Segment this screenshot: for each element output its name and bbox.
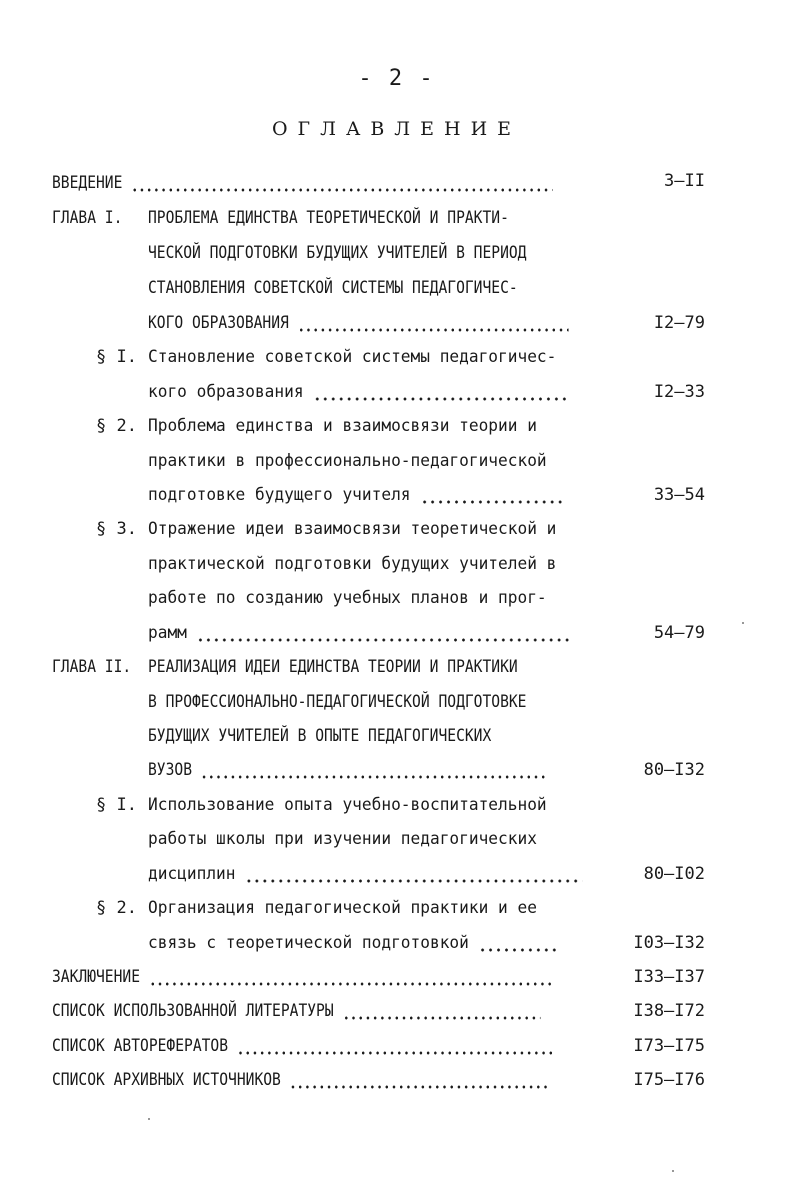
section-title-line: кого образования — [148, 379, 570, 405]
chapter-title-line: КОГО ОБРАЗОВАНИЯ — [148, 310, 569, 336]
section-title-line: практической подготовки будущих учителей в — [148, 554, 557, 574]
toc-page-range: I33–I37 — [633, 967, 705, 987]
chapter-label: ГЛАВА II. — [52, 657, 132, 677]
scan-speck — [148, 1118, 150, 1120]
toc-entry-literature: СПИСОК ИСПОЛЬЗОВАННОЙ ЛИТЕРАТУРЫ — [52, 998, 540, 1024]
chapter-title-line: СТАНОВЛЕНИЯ СОВЕТСКОЙ СИСТЕМЫ ПЕДАГОГИЧЕС- — [148, 278, 518, 298]
scan-speck — [742, 622, 744, 624]
toc-entry-archives: СПИСОК АРХИВНЫХ ИСТОЧНИКОВ — [52, 1067, 548, 1093]
scan-speck — [672, 1170, 674, 1172]
dot-leader — [201, 757, 545, 783]
chapter-label: ГЛАВА I. — [52, 208, 123, 228]
chapter-title-line: ПРОБЛЕМА ЕДИНСТВА ТЕОРЕТИЧЕСКОЙ И ПРАКТИ- — [148, 208, 509, 228]
page-number: - 2 - — [358, 66, 435, 91]
dot-leader — [313, 379, 570, 405]
dot-leader — [197, 620, 572, 646]
section-title-line: Отражение идеи взаимосвязи теоретической и — [148, 519, 557, 539]
toc-page-range: I03–I32 — [633, 933, 705, 953]
chapter-title-line: БУДУЩИХ УЧИТЕЛЕЙ В ОПЫТЕ ПЕДАГОГИЧЕСКИХ — [148, 726, 492, 746]
dot-leader — [420, 482, 562, 508]
toc-entry-autoabstracts: СПИСОК АВТОРЕФЕРАТОВ — [52, 1033, 555, 1059]
toc-page-range: I2–79 — [653, 313, 705, 333]
page-title: ОГЛАВЛЕНИЕ — [271, 118, 522, 140]
toc-page-range: I75–I76 — [633, 1070, 705, 1090]
section-title-line: рамм — [148, 620, 572, 646]
section-title-line: работы школы при изучении педагогических — [148, 829, 537, 849]
toc-page-range: I2–33 — [653, 382, 705, 402]
dot-leader — [342, 998, 540, 1024]
dot-leader — [131, 170, 552, 196]
chapter-title-line: ЧЕСКОЙ ПОДГОТОВКИ БУДУЩИХ УЧИТЕЛЕЙ В ПЕРИОД — [148, 243, 527, 263]
section-title-line: практики в профессионально-педагогической — [148, 451, 547, 471]
chapter-title-line: РЕАЛИЗАЦИЯ ИДЕИ ЕДИНСТВА ТЕОРИИ И ПРАКТИКИ — [148, 657, 518, 677]
section-number: § 3. — [96, 519, 137, 539]
chapter-title-line: ВУЗОВ — [148, 757, 545, 783]
dot-leader — [290, 1067, 548, 1093]
toc-page-range: 80–I32 — [643, 760, 705, 780]
toc-page-range: I38–I72 — [633, 1001, 705, 1021]
dot-leader — [479, 930, 560, 956]
toc-page-range: 33–54 — [653, 485, 705, 505]
toc-page-range: 80–I02 — [643, 864, 705, 884]
section-number: § 2. — [96, 416, 137, 436]
section-title-line: работе по созданию учебных планов и прог- — [148, 588, 547, 608]
toc-entry-text: ВВЕДЕНИЕ — [52, 173, 123, 193]
dot-leader — [245, 861, 582, 887]
section-title-line: Использование опыта учебно-воспитательной — [148, 795, 547, 815]
section-title-line: Организация педагогической практики и ее — [148, 898, 537, 918]
section-title-line: Проблема единства и взаимосвязи теории и — [148, 416, 537, 436]
section-number: § 2. — [96, 898, 137, 918]
dot-leader — [149, 964, 553, 990]
dot-leader — [237, 1033, 555, 1059]
section-title-line: подготовке будущего учителя — [148, 482, 563, 508]
section-number: § I. — [96, 347, 137, 367]
chapter-title-line: В ПРОФЕССИОНАЛЬНО-ПЕДАГОГИЧЕСКОЙ ПОДГОТОВКЕ — [148, 692, 527, 712]
toc-entry-conclusion: ЗАКЛЮЧЕНИЕ — [52, 964, 553, 990]
toc-entry-intro — [52, 170, 553, 196]
section-title-line: связь с теоретической подготовкой — [148, 930, 559, 956]
toc-page-range: I73–I75 — [633, 1036, 705, 1056]
toc-page-range: 54–79 — [653, 623, 705, 643]
section-title-line: дисциплин — [148, 861, 583, 887]
section-title-line: Становление советской системы педагогичес- — [148, 347, 557, 367]
dot-leader — [298, 310, 569, 336]
toc-page-range: 3–II — [664, 171, 705, 191]
section-number: § I. — [96, 795, 137, 815]
